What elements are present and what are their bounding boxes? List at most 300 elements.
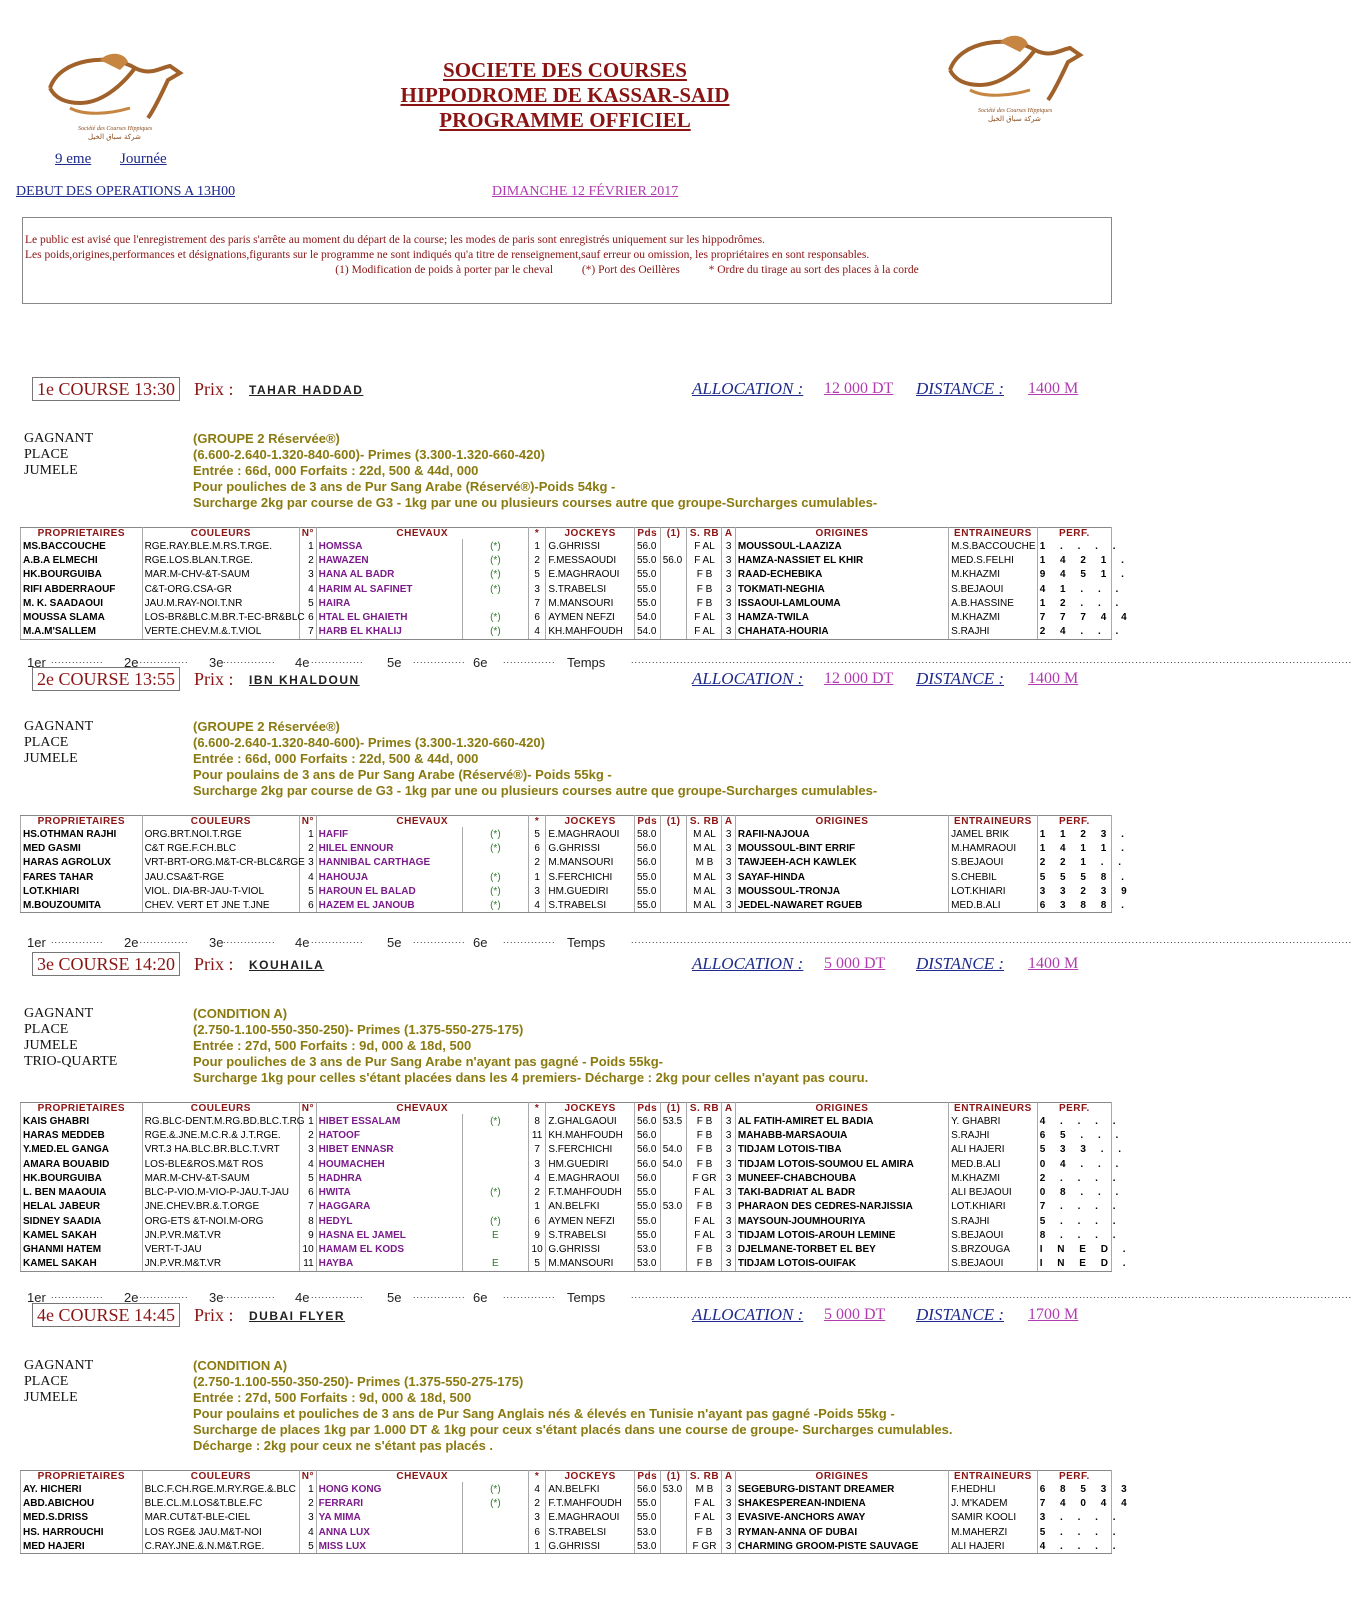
origins-cell: TIDJAM LOTOIS-SOUMOU EL AMIRA [735,1157,948,1171]
weight-cell: 56.0 [634,841,660,855]
distance-amount: 1400 [1028,955,1060,972]
placing-label: Temps [567,1290,606,1305]
performance-cell: 5 5 5 8 . [1037,870,1111,884]
sex-robe-cell: F AL [687,625,722,639]
owner-cell: KAMEL SAKAH [21,1257,143,1271]
bet-type: JUMELE [24,463,78,478]
trainer-cell: J. M'KADEM [949,1496,1038,1510]
number-cell: 4 [300,1157,316,1171]
performance-cell: 1 1 2 3 . [1037,827,1111,841]
age-cell: 3 [722,884,735,898]
distance-unit: M [1064,670,1079,687]
jockey-cell: KH.MAHFOUDH [546,625,635,639]
logo-right [940,30,1090,125]
jockey-cell: F.T.MAHFOUDH [546,1496,635,1510]
trainer-cell: M.KHAZMI [949,610,1038,624]
blinkers-mark: E [462,1228,528,1242]
sex-robe-cell: F AL [687,1511,722,1525]
horse-name: HARB EL KHALIJ [316,625,462,639]
weight-mod-cell [660,568,687,582]
number-cell: 2 [300,1128,316,1142]
placing-blank: ............... [51,655,104,665]
horse-name: HOUMACHEH [316,1157,462,1171]
allocation-amount: 12 000 [824,670,868,687]
table-row[interactable] [21,1157,1112,1171]
owner-cell: ABD.ABICHOU [21,1496,143,1510]
horse-name: HAFIF [316,827,462,841]
condition-line: Décharge : 2kg pour ceux ne s'étant pas placés . [193,1438,494,1453]
placing-blank: ............... [413,935,466,945]
table-row[interactable] [21,1143,1112,1157]
prix-label: Prix : [194,954,234,974]
distance-value [1028,667,1078,691]
condition-line: Entrée : 66d, 000 Forfaits : 22d, 500 & 44d, 000 [193,463,479,478]
column-header: PROPRIETAIRES [21,1103,143,1115]
age-cell: 3 [722,539,735,553]
weight-mod-cell [660,610,687,624]
sex-robe-cell: F B [687,568,722,582]
distance-unit: M [1064,380,1079,397]
allocation-unit: DT [864,955,886,972]
jockey-cell: HM.GUEDIRI [546,884,635,898]
jockey-cell: S.TRABELSI [546,1525,635,1539]
weight-cell: 53.0 [634,1525,660,1539]
weight-cell: 54.0 [634,610,660,624]
column-header: A [722,1103,735,1115]
table-row[interactable] [21,1496,1112,1510]
jockey-cell: HM.GUEDIRI [546,1157,635,1171]
column-header: Pds [634,528,660,540]
trainer-cell: S.CHEBIL [949,870,1038,884]
column-header: ORIGINES [735,1471,948,1483]
table-row[interactable] [21,1243,1112,1257]
table-row[interactable] [21,1525,1112,1539]
weight-cell: 56.0 [634,1128,660,1142]
colors-cell: LOS-BR&BLC.M.BR.T-EC-BR&BLC [142,610,300,624]
colors-cell: JAU.CSA&T-RGE [142,870,300,884]
notice-line-1: Le public est avisé que l'enregistrement des paris s'arrête au moment du départ de la course; les modes de paris sont enregistrés uniquement sur les hippodrômes. [25,234,765,246]
jockey-cell: AYMEN NEFZI [546,1214,635,1228]
jockey-cell: E.MAGHRAOUI [546,1511,635,1525]
sex-robe-cell: F GR [687,1539,722,1553]
placing-label: 4e [295,1290,310,1305]
draw-cell: 2 [528,1185,546,1199]
origins-cell: MOUSSOUL-TRONJA [735,884,948,898]
column-header: ENTRAINEURS [949,1103,1038,1115]
table-row[interactable] [21,1200,1112,1214]
horse-name: MISS LUX [316,1539,462,1553]
column-header: COULEURS [142,1103,300,1115]
condition-line: (GROUPE 2 Réservée®) [193,719,340,734]
column-header: (1) [660,1471,687,1483]
blinkers-mark: (*) [462,827,528,841]
age-cell: 3 [722,610,735,624]
sex-robe-cell: F AL [687,1228,722,1242]
performance-cell: 1 4 1 1 . [1037,841,1111,855]
weight-cell: 56.0 [634,1157,660,1171]
placing-blank: ............... [136,935,189,945]
number-cell: 8 [300,1214,316,1228]
column-header: ENTRAINEURS [949,528,1038,540]
table-row[interactable] [21,1185,1112,1199]
bet-type: GAGNANT [24,431,94,446]
race-header [32,667,1087,691]
race-header [32,952,1087,976]
table-row[interactable] [21,898,1112,912]
weight-cell: 55.0 [634,884,660,898]
horse-name: HWITA [316,1185,462,1199]
draw-cell: 7 [528,596,546,610]
owner-cell: HARAS MEDDEB [21,1128,143,1142]
table-row[interactable] [21,1257,1112,1271]
weight-mod-cell [660,884,687,898]
column-header: PROPRIETAIRES [21,528,143,540]
weight-cell: 55.0 [634,582,660,596]
bet-type: JUMELE [24,1038,78,1053]
horse-name: YA MIMA [316,1511,462,1525]
table-row[interactable] [21,625,1112,639]
distance-value [1028,1303,1078,1327]
blinkers-mark [462,1128,528,1142]
colors-cell: LOS RGE& JAU.M&T-NOI [142,1525,300,1539]
blinkers-mark: (*) [462,884,528,898]
trainer-cell: S.BEJAOUI [949,582,1038,596]
draw-cell: 6 [528,1525,546,1539]
prix-label: Prix : [194,1305,234,1325]
allocation-amount: 5 000 [824,1306,860,1323]
performance-cell: 7 4 0 4 4 [1037,1496,1111,1510]
table-row[interactable] [21,1171,1112,1185]
colors-cell: ORG.BRT.NOI.T.RGE [142,827,300,841]
placing-blank: ............... [503,1290,556,1300]
origins-cell: JEDEL-NAWARET RGUEB [735,898,948,912]
condition-line: Surcharge 2kg par course de G3 - 1kg par une ou plusieurs courses autre que groupe-Surcharges cumulables- [193,495,878,510]
draw-cell: 3 [528,1511,546,1525]
origins-cell: PHARAON DES CEDRES-NARJISSIA [735,1200,948,1214]
placing-blank: ............... [136,655,189,665]
table-row[interactable] [21,827,1112,841]
weight-mod-cell [660,1228,687,1242]
number-cell: 6 [300,610,316,624]
performance-cell: 9 4 5 1 . [1037,568,1111,582]
table-row[interactable] [21,582,1112,596]
origins-cell: TAKI-BADRIAT AL BADR [735,1185,948,1199]
trainer-cell: ALI HAJERI [949,1143,1038,1157]
bet-types [24,431,93,479]
owner-cell: MED.S.DRISS [21,1511,143,1525]
weight-mod-cell [660,1128,687,1142]
number-cell: 2 [300,1496,316,1510]
bet-type: PLACE [24,1022,69,1037]
trainer-cell: S.BEJAOUI [949,856,1038,870]
draw-cell: 1 [528,1200,546,1214]
sex-robe-cell: F B [687,1200,722,1214]
condition-line: Entrée : 66d, 000 Forfaits : 22d, 500 & 44d, 000 [193,751,479,766]
weight-mod-cell [660,596,687,610]
column-header: ORIGINES [735,1103,948,1115]
bet-type: GAGNANT [24,1358,94,1373]
blinkers-mark [462,1243,528,1257]
owner-cell: HK.BOURGUIBA [21,568,143,582]
table-row[interactable] [21,596,1112,610]
placing-label: Temps [567,935,606,950]
origins-cell: TOKMATI-NEGHIA [735,582,948,596]
jockey-cell: S.TRABELSI [546,898,635,912]
origins-cell: MUNEEF-CHABCHOUBA [735,1171,948,1185]
weight-cell: 55.0 [634,1496,660,1510]
origins-cell: CHARMING GROOM-PISTE SAUVAGE [735,1539,948,1553]
blinkers-mark: (*) [462,841,528,855]
colors-cell: C.RAY.JNE.&.N.M&T.RGE. [142,1539,300,1553]
distance-unit: M [1064,955,1079,972]
sex-robe-cell: M B [687,1482,722,1496]
number-cell: 4 [300,870,316,884]
column-header: S. RB [687,1103,722,1115]
colors-cell: C&T RGE.F.CH.BLC [142,841,300,855]
weight-mod-cell [660,1539,687,1553]
blinkers-mark: E [462,1257,528,1271]
jockey-cell: E.MAGHRAOUI [546,1171,635,1185]
table-row[interactable] [21,884,1112,898]
column-header: A [722,816,735,828]
weight-mod-cell [660,1257,687,1271]
trainer-cell: LOT.KHIARI [949,884,1038,898]
weight-mod-cell [660,1496,687,1510]
colors-cell: VRT-BRT-ORG.M&T-CR-BLC&RGE [142,856,300,870]
placing-blank: ............... [503,935,556,945]
column-header: CHEVAUX [316,1471,528,1483]
draw-cell: 5 [528,827,546,841]
distance-amount: 1700 [1028,1306,1060,1323]
origins-cell: SHAKESPEREAN-INDIENA [735,1496,948,1510]
blinkers-mark: (*) [462,870,528,884]
table-row[interactable] [21,539,1112,553]
table-row[interactable] [21,1511,1112,1525]
jockey-cell: M.MANSOURI [546,596,635,610]
table-row[interactable] [21,610,1112,624]
sex-robe-cell: M AL [687,827,722,841]
placing-label: 6e [473,655,488,670]
journee-number: 9 eme [55,151,92,167]
trainer-cell: M.KHAZMI [949,568,1038,582]
prix-label: Prix : [194,669,234,689]
prix-name: KOUHAILA [249,958,325,972]
blinkers-mark [462,596,528,610]
weight-mod-cell: 54.0 [660,1143,687,1157]
placing-blank: ............... [136,1290,189,1300]
jockey-cell: F.T.MAHFOUDH [546,1185,635,1199]
owner-cell: HK.BOURGUIBA [21,1171,143,1185]
column-header: A [722,528,735,540]
column-header: JOCKEYS [546,528,635,540]
column-header: (1) [660,528,687,540]
horse-name: HEDYL [316,1214,462,1228]
sex-robe-cell: F AL [687,1214,722,1228]
placing-label: 5e [387,1290,402,1305]
table-row[interactable] [21,1128,1112,1142]
sex-robe-cell: F AL [687,539,722,553]
sex-robe-cell: F B [687,1525,722,1539]
column-header: * [528,816,546,828]
distance-value [1028,377,1078,401]
column-header: PERF. [1037,1471,1111,1483]
blinkers-mark: (*) [462,553,528,567]
race-header [32,377,1087,401]
race-number-time: 2e COURSE 13:55 [32,667,180,691]
origins-cell: CHAHATA-HOURIA [735,625,948,639]
owner-cell: Y.MED.EL GANGA [21,1143,143,1157]
origins-cell: TAWJEEH-ACH KAWLEK [735,856,948,870]
placing-label: 2e [124,655,139,670]
weight-cell: 55.0 [634,1511,660,1525]
weight-mod-cell [660,1214,687,1228]
trainer-cell: M.HAMRAOUI [949,841,1038,855]
horse-name: HAZEM EL JANOUB [316,898,462,912]
table-row[interactable] [21,568,1112,582]
condition-line: Pour poulains et pouliches de 3 ans de Pur Sang Anglais nés & élevés en Tunisie n'ayant pas gagné -Poids 55kg - [193,1406,895,1421]
blinkers-mark: (*) [462,1496,528,1510]
jockey-cell: AN.BELFKI [546,1482,635,1496]
blinkers-mark [462,1157,528,1171]
race-header [32,1303,1087,1327]
condition-line: (CONDITION A) [193,1358,288,1373]
performance-cell: 0 8 . . . [1037,1185,1111,1199]
horse-name: FERRARI [316,1496,462,1510]
bet-type: GAGNANT [24,719,94,734]
placing-label: 1er [27,1290,46,1305]
blinkers-mark [462,1525,528,1539]
table-row[interactable] [21,1539,1112,1553]
draw-cell: 3 [528,1157,546,1171]
bet-type: PLACE [24,447,69,462]
colors-cell: BLC-P-VIO.M-VIO-P-JAU.T-JAU [142,1185,300,1199]
weight-mod-cell [660,898,687,912]
performance-cell: I N E D . [1037,1243,1111,1257]
allocation-value [824,377,893,401]
race-number-time: 4e COURSE 14:45 [32,1303,180,1327]
race-number-time: 3e COURSE 14:20 [32,952,180,976]
race-conditions [193,719,877,799]
weight-mod-cell [660,841,687,855]
table-row[interactable] [21,553,1112,567]
number-cell: 7 [300,1200,316,1214]
draw-cell: 6 [528,610,546,624]
placing-label: 4e [295,935,310,950]
number-cell: 2 [300,841,316,855]
age-cell: 3 [722,1114,735,1128]
placing-label: 1er [27,935,46,950]
draw-cell: 2 [528,856,546,870]
column-header: N° [300,1103,316,1115]
placing-blank: ............... [311,1290,364,1300]
placing-blank: ............... [51,935,104,945]
trainer-cell: F.HEDHLI [949,1482,1038,1496]
origins-cell: RAAD-ECHEBIKA [735,568,948,582]
trainer-cell: Y. GHABRI [949,1114,1038,1128]
table-row[interactable] [21,856,1112,870]
draw-cell: 4 [528,1171,546,1185]
table-row[interactable] [21,1114,1112,1128]
placing-blank: ............... [223,935,276,945]
age-cell: 3 [722,827,735,841]
performance-cell: 4 . . . . [1037,1114,1111,1128]
weight-cell: 53.0 [634,1257,660,1271]
placing-blank: ............... [223,655,276,665]
table-row[interactable] [21,1482,1112,1496]
table-row[interactable] [21,841,1112,855]
performance-cell: 0 4 . . . [1037,1157,1111,1171]
trainer-cell: S.BRZOUGA [949,1243,1038,1257]
owner-cell: KAIS GHABRI [21,1114,143,1128]
weight-cell: 53.0 [634,1539,660,1553]
age-cell: 3 [722,1511,735,1525]
horse-name: HAROUN EL BALAD [316,884,462,898]
draw-cell: 5 [528,568,546,582]
age-cell: 3 [722,856,735,870]
draw-cell: 1 [528,1539,546,1553]
title-line-2: HIPPODROME DE KASSAR-SAID [400,83,730,107]
placing-label: Temps [567,655,606,670]
table-row[interactable] [21,1214,1112,1228]
placing-blank: .............................................................................................................................................................................................................. [631,655,1352,665]
jockey-cell: G.GHRISSI [546,1539,635,1553]
horse-name: HARIM AL SAFINET [316,582,462,596]
weight-cell: 58.0 [634,827,660,841]
colors-cell: MAR.M-CHV-&T-SAUM [142,1171,300,1185]
bet-types [24,1358,93,1406]
colors-cell: VERTE.CHEV.M.&.T.VIOL [142,625,300,639]
notice-line-2: Les poids,origines,performances et désignations,figurants sur le programme ne sont indiqués qu'a titre de renseignement,sauf erreur ou omission, les propriétaires en sont responsables. [25,249,870,261]
placing-label: 3e [209,655,224,670]
placing-label: 2e [124,1290,139,1305]
age-cell: 3 [722,841,735,855]
owner-cell: M.BOUZOUMITA [21,898,143,912]
sex-robe-cell: M B [687,856,722,870]
number-cell: 1 [300,827,316,841]
horse-name: HOMSSA [316,539,462,553]
column-header: JOCKEYS [546,1471,635,1483]
blinkers-mark [462,856,528,870]
placing-blank: ............... [223,1290,276,1300]
age-cell: 3 [722,870,735,884]
bet-type: GAGNANT [24,1006,94,1021]
number-cell: 1 [300,1114,316,1128]
table-row[interactable] [21,1228,1112,1242]
number-cell: 5 [300,1539,316,1553]
allocation-value [824,952,885,976]
sex-robe-cell: M AL [687,841,722,855]
origins-cell: ISSAOUI-LAMLOUMA [735,596,948,610]
owner-cell: M. K. SAADAOUI [21,596,143,610]
sex-robe-cell: F AL [687,1185,722,1199]
placing-blank: ............... [51,1290,104,1300]
sex-robe-cell: F AL [687,1496,722,1510]
jockey-cell: M.MANSOURI [546,1257,635,1271]
distance-label: DISTANCE : [916,669,1004,688]
number-cell: 11 [300,1257,316,1271]
trainer-cell: A.B.HASSINE [949,596,1038,610]
colors-cell: RGE.RAY.BLE.M.RS.T.RGE. [142,539,300,553]
placing-blank: .............................................................................................................................................................................................................. [631,1290,1352,1300]
allocation-amount: 5 000 [824,955,860,972]
sex-robe-cell: F B [687,582,722,596]
trainer-cell: MED.B.ALI [949,898,1038,912]
performance-cell: 6 3 8 8 . [1037,898,1111,912]
sex-robe-cell: F GR [687,1171,722,1185]
colors-cell: MAR.CUT&T-BLE-CIEL [142,1511,300,1525]
origins-cell: RYMAN-ANNA OF DUBAI [735,1525,948,1539]
table-row[interactable] [21,870,1112,884]
